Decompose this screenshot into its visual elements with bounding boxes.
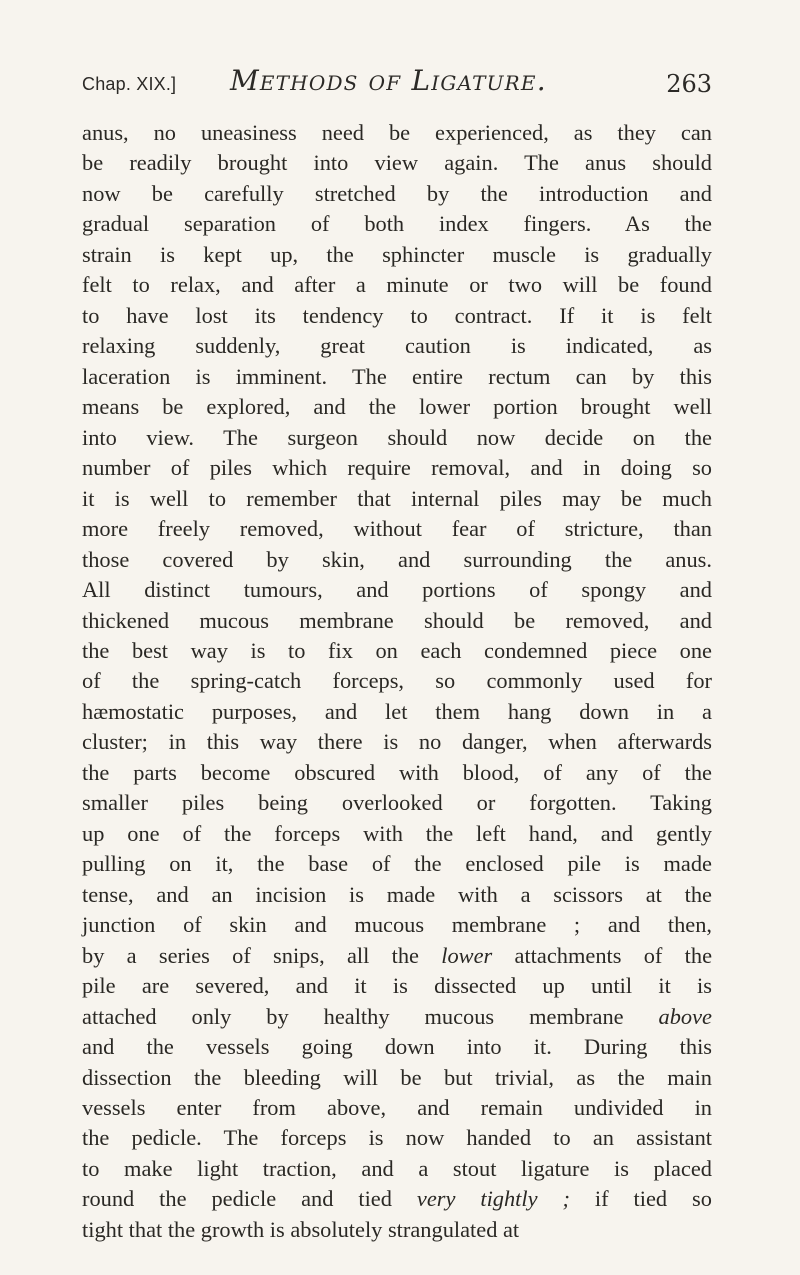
text-line — [82, 910, 712, 940]
page-number: 263 — [666, 70, 712, 98]
text-line — [82, 514, 712, 544]
text-line — [82, 484, 712, 514]
body-paragraph — [82, 118, 712, 1245]
text-segment: number of piles which require removal, and in doing so — [82, 455, 712, 481]
text-segment: attachments of the — [492, 942, 713, 968]
text-line — [82, 1063, 712, 1093]
text-line — [82, 545, 712, 575]
text-segment: the pedicle. The forceps is now handed to an assistant — [82, 1125, 712, 1151]
running-header — [82, 64, 712, 108]
text-segment: up one of the forceps with the left hand, and gently — [82, 820, 712, 846]
text-line — [82, 331, 712, 361]
text-line — [82, 788, 712, 818]
text-segment: it is well to remember that internal piles may be much — [82, 485, 712, 511]
text-segment: anus, no uneasiness need be experienced, as they can — [82, 120, 712, 145]
text-line — [82, 971, 712, 1001]
text-line — [82, 1154, 712, 1184]
text-segment: pulling on it, the base of the enclosed pile is made — [82, 851, 712, 877]
text-segment: cluster; in this way there is no danger, when afterwards — [82, 729, 712, 755]
text-segment: to have lost its tendency to contract. If it is felt — [82, 302, 712, 328]
text-line — [82, 697, 712, 727]
text-line — [82, 606, 712, 636]
text-segment: tight that the growth is absolutely strangulated at — [82, 1216, 520, 1242]
text-line — [82, 1123, 712, 1153]
text-segment: pile are severed, and it is dissected up until it is — [82, 973, 712, 999]
text-line — [82, 362, 712, 392]
text-segment: vessels enter from above, and remain undivided in — [82, 1095, 712, 1120]
text-segment: junction of skin and mucous membrane ; and then, — [82, 912, 712, 938]
text-line — [82, 179, 712, 209]
chapter-label: Chap. XIX.] — [82, 74, 177, 94]
text-line — [82, 819, 712, 849]
italic-text: lower — [441, 942, 493, 968]
text-segment: laceration is imminent. The entire rectum can by this — [82, 363, 712, 389]
text-segment: attached only by healthy mucous membrane — [82, 1003, 659, 1029]
text-line — [82, 240, 712, 270]
text-segment: if tied so — [569, 1186, 712, 1212]
text-line — [82, 636, 712, 666]
text-line — [82, 758, 712, 788]
text-segment: and the vessels going down into it. During this — [82, 1034, 712, 1060]
text-line — [82, 118, 712, 148]
text-line — [82, 423, 712, 453]
text-segment: of the spring-catch forceps, so commonly used for — [82, 668, 712, 694]
text-line — [82, 1002, 712, 1032]
italic-text: very tightly ; — [416, 1186, 570, 1212]
text-line — [82, 849, 712, 879]
text-segment: gradual separation of both index fingers. As the — [82, 211, 712, 237]
italic-text: above — [658, 1003, 712, 1029]
text-line — [82, 301, 712, 331]
running-title: Methods of Ligature. — [230, 64, 547, 97]
text-segment: those covered by skin, and surrounding the anus. — [82, 546, 712, 572]
text-segment: more freely removed, without fear of stricture, than — [82, 516, 712, 542]
text-segment: smaller piles being overlooked or forgotten. Taking — [82, 790, 712, 816]
text-segment: be readily brought into view again. The anus should — [82, 150, 712, 176]
text-segment: tense, and an incision is made with a scissors at the — [82, 881, 712, 907]
text-line — [82, 209, 712, 239]
text-segment: felt to relax, and after a minute or two will be found — [82, 272, 712, 298]
text-line — [82, 575, 712, 605]
text-line — [82, 392, 712, 422]
text-line — [82, 453, 712, 483]
text-segment: now be carefully stretched by the introduction and — [82, 180, 712, 206]
text-line — [82, 1184, 712, 1214]
text-segment: the parts become obscured with blood, of any of the — [82, 759, 712, 785]
text-segment: means be explored, and the lower portion brought well — [82, 394, 712, 420]
text-line — [82, 1093, 712, 1123]
text-segment: dissection the bleeding will be but trivial, as the main — [82, 1064, 712, 1090]
text-line — [82, 666, 712, 696]
text-line — [82, 941, 712, 971]
text-line — [82, 1032, 712, 1062]
text-segment: thickened mucous membrane should be removed, and — [82, 607, 712, 633]
text-line — [82, 1215, 712, 1245]
text-line — [82, 727, 712, 757]
text-segment: relaxing suddenly, great caution is indicated, as — [82, 333, 712, 359]
text-line — [82, 148, 712, 178]
text-segment: strain is kept up, the sphincter muscle is gradually — [82, 241, 712, 267]
text-segment: All distinct tumours, and portions of spongy and — [82, 577, 712, 603]
text-segment: hæmostatic purposes, and let them hang down in a — [82, 698, 712, 724]
text-line — [82, 270, 712, 300]
text-segment: the best way is to fix on each condemned piece one — [82, 637, 712, 663]
text-segment: by a series of snips, all the — [82, 942, 442, 968]
text-line — [82, 880, 712, 910]
text-segment: to make light traction, and a stout ligature is placed — [82, 1155, 712, 1181]
text-segment: round the pedicle and tied — [82, 1186, 417, 1212]
text-segment: into view. The surgeon should now decide on the — [82, 424, 712, 450]
